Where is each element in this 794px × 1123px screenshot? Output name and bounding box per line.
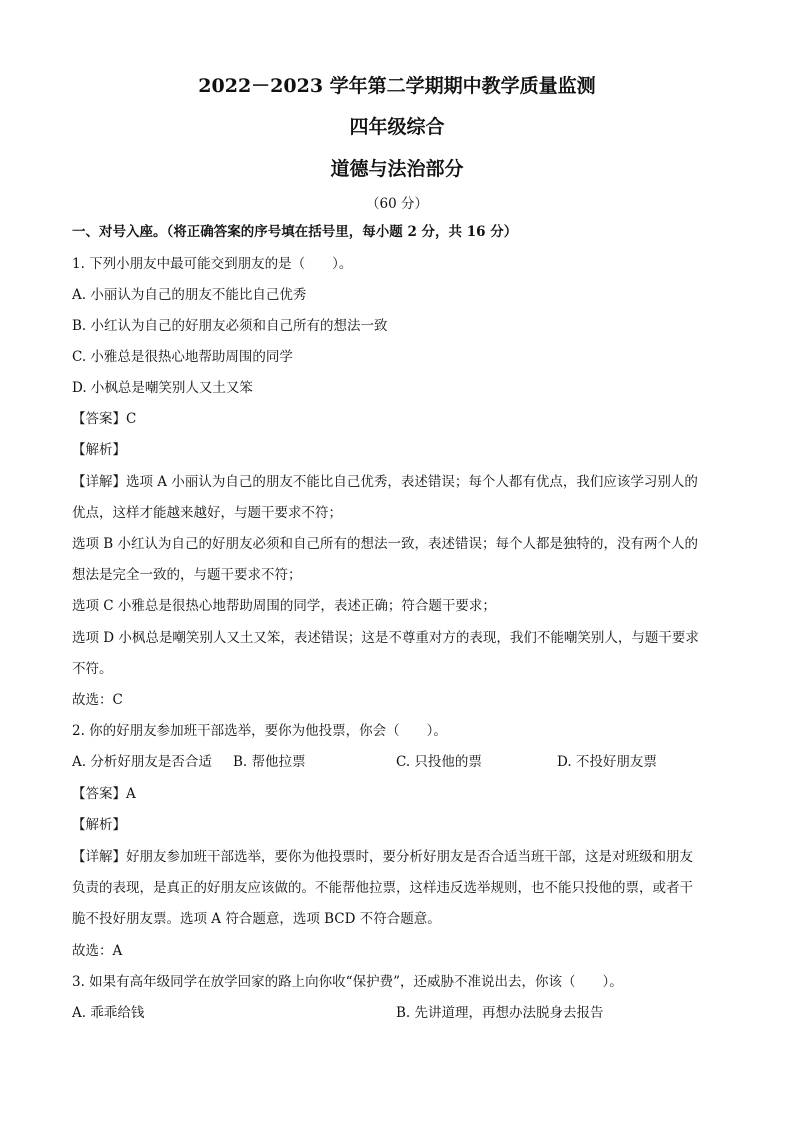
q2-option-d: D. 不投好朋友票 (557, 754, 657, 770)
q2-analysis-label: 【解析】 (72, 817, 126, 833)
q2-detail-line: 负责的表现，是真正的好朋友应该做的。不能帮他拉票，这样违反选举规则，也不能只投他的票，或者干 (72, 880, 693, 896)
q1-option-a: A. 小丽认为自己的朋友不能比自己优秀 (72, 287, 307, 303)
q3-option-a: A. 乖乖给钱 (72, 1005, 145, 1021)
q1-detail-line: 不符。 (72, 661, 113, 677)
q1-detail-line: 选项 B 小红认为自己的好朋友必须和自己所有的想法一致，表述错误；每个人都是独特的，没有两个人的 (72, 536, 699, 552)
q1-option-b: B. 小红认为自己的好朋友必须和自己所有的想法一致 (72, 318, 388, 334)
q2-option-b: B. 帮他拉票 (233, 754, 306, 770)
q2-detail-line: 脆不投好朋友票。选项 A 符合题意，选项 BCD 不符合题意。 (72, 911, 441, 927)
q2-stem: 2. 你的好朋友参加班干部选举，要你为他投票，你会（ ）。 (72, 723, 447, 739)
q1-detail-line: 选项 D 小枫总是嘲笑别人又土又笨，表述错误；这是不尊重对方的表现，我们不能嘲笑别人，与题干要求 (72, 630, 699, 646)
q1-detail-line: 【详解】选项 A 小丽认为自己的朋友不能比自己优秀，表述错误；每个人都有优点，我们应该学习别人的 (72, 474, 698, 490)
q2-detail-line: 【详解】好朋友参加班干部选举，要你为他投票时，要分析好朋友是否合适当班干部，这是对班级和朋友 (72, 849, 693, 865)
q1-option-d: D. 小枫总是嘲笑别人又土又笨 (72, 380, 253, 396)
part1-heading: 一、对号入座。（将正确答案的序号填在括号里，每小题 2 分，共 16 分） (72, 224, 518, 240)
q1-detail-line: 选项 C 小雅总是很热心地帮助周围的同学，表述正确；符合题干要求； (72, 598, 496, 614)
grade-title: 四年级综合 (349, 116, 445, 138)
q3-stem: 3. 如果有高年级同学在放学回家的路上向你收“保护费”，还威胁不准说出去，你该（ ）。 (72, 974, 623, 990)
q1-choice: 故选：C (72, 692, 123, 708)
score-label: （60 分） (366, 196, 428, 212)
q3-option-b: B. 先讲道理，再想办法脱身去报告 (396, 1005, 604, 1021)
q1-analysis-label: 【解析】 (72, 442, 126, 458)
q2-answer: 【答案】A (72, 786, 136, 802)
section-title: 道德与法治部分 (330, 158, 464, 180)
q2-option-a: A. 分析好朋友是否合适 (72, 754, 212, 770)
q2-option-c: C. 只投他的票 (396, 754, 482, 770)
q1-detail-line: 想法是完全一致的，与题干要求不符； (72, 567, 302, 583)
q1-option-c: C. 小雅总是很热心地帮助周围的同学 (72, 349, 293, 365)
exam-title: 2022－2023 学年第二学期期中教学质量监测 (198, 75, 596, 97)
q1-answer: 【答案】C (72, 411, 137, 427)
q1-detail-line: 优点，这样才能越来越好，与题干要求不符； (72, 505, 342, 521)
q1-stem: 1. 下列小朋友中最可能交到朋友的是（ ）。 (72, 256, 353, 272)
q2-choice: 故选：A (72, 943, 123, 959)
